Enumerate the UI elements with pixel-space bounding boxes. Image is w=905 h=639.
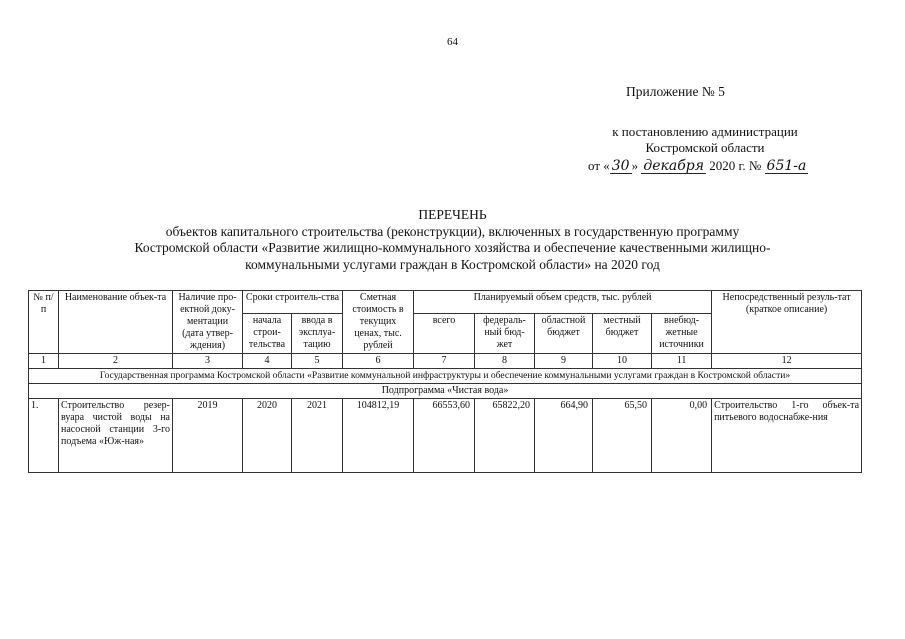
col-number: 10	[593, 354, 652, 369]
col-number: 12	[712, 354, 862, 369]
row-regional: 664,90	[535, 399, 593, 473]
appendix-label: Приложение № 5	[626, 84, 725, 99]
title-line-2: Костромской области «Развитие жилищно-коммунального хозяйства и обеспечение качественными жилищно-	[134, 240, 771, 255]
resolution-line-1: к постановлению администрации	[612, 124, 798, 139]
objects-table	[28, 290, 862, 473]
header-result: Непосредственный резуль-тат (краткое описание)	[712, 291, 862, 354]
table-row	[29, 399, 862, 473]
header-regional: областной бюджет	[535, 314, 593, 354]
row-start: 2020	[243, 399, 292, 473]
program-title: Государственная программа Костромской области «Развитие коммунальной инфраструктуры и обеспечение коммунальными услугами граждан в Костромской области»	[29, 369, 862, 384]
title-line-3: коммунальными услугами граждан в Костромской области» на 2020 год	[245, 256, 660, 272]
row-num: 1.	[29, 399, 59, 473]
handwritten-day: 30	[611, 158, 630, 174]
date-separator: »	[631, 158, 642, 173]
header-design: Наличие про-ектной доку-ментации (дата утвер-ждения)	[173, 291, 243, 354]
col-number: 6	[343, 354, 414, 369]
resolution-reference	[560, 124, 850, 156]
header-cost: Сметная стоимость в текущих ценах, тыс. рублей	[343, 291, 414, 354]
header-terms-commission: ввода в эксплуа-тацию	[292, 314, 343, 354]
resolution-line-2: Костромской области	[645, 140, 765, 155]
row-local: 65,50	[593, 399, 652, 473]
col-number: 2	[59, 354, 173, 369]
row-cost: 104812,19	[343, 399, 414, 473]
page-number: 64	[447, 36, 458, 48]
col-number: 11	[652, 354, 712, 369]
document-title	[60, 207, 845, 273]
subprogram-row	[29, 384, 862, 399]
row-design: 2019	[173, 399, 243, 473]
title-line-1: объектов капитального строительства (реконструкции), включенных в государственную программу	[165, 223, 740, 239]
program-row	[29, 369, 862, 384]
col-number: 3	[173, 354, 243, 369]
header-row-1	[29, 291, 862, 314]
handwritten-number: 651-а	[766, 158, 807, 174]
handwritten-month: декабря	[643, 158, 704, 174]
header-terms: Сроки строитель-ства	[243, 291, 343, 314]
date-prefix: от «	[588, 158, 610, 173]
col-number: 7	[414, 354, 475, 369]
column-number-row	[29, 354, 862, 369]
row-result: Строительство 1-го объек-та питьевого водоснабже-ния	[712, 399, 862, 473]
row-federal: 65822,20	[475, 399, 535, 473]
row-total: 66553,60	[414, 399, 475, 473]
col-number: 1	[29, 354, 59, 369]
header-federal: федераль-ный бюд-жет	[475, 314, 535, 354]
subprogram-title: Подпрограмма «Чистая вода»	[29, 384, 862, 399]
row-name: Строительство резер-вуара чистой воды на насосной станции 3-го подъема «Юж-ная»	[59, 399, 173, 473]
header-name: Наименование объек-та	[59, 291, 173, 354]
header-num: № п/п	[29, 291, 59, 354]
header-planned: Планируемый объем средств, тыс. рублей	[414, 291, 712, 314]
header-terms-start: начала строи-тельства	[243, 314, 292, 354]
date-year: 2020 г. №	[706, 158, 765, 173]
header-total: всего	[414, 314, 475, 354]
title-heading: ПЕРЕЧЕНЬ	[418, 207, 487, 222]
header-offbudget: внебюд-жетные источники	[652, 314, 712, 354]
resolution-date-line	[588, 158, 808, 174]
col-number: 9	[535, 354, 593, 369]
header-local: местный бюджет	[593, 314, 652, 354]
col-number: 8	[475, 354, 535, 369]
row-commission: 2021	[292, 399, 343, 473]
col-number: 5	[292, 354, 343, 369]
row-offbudget: 0,00	[652, 399, 712, 473]
col-number: 4	[243, 354, 292, 369]
